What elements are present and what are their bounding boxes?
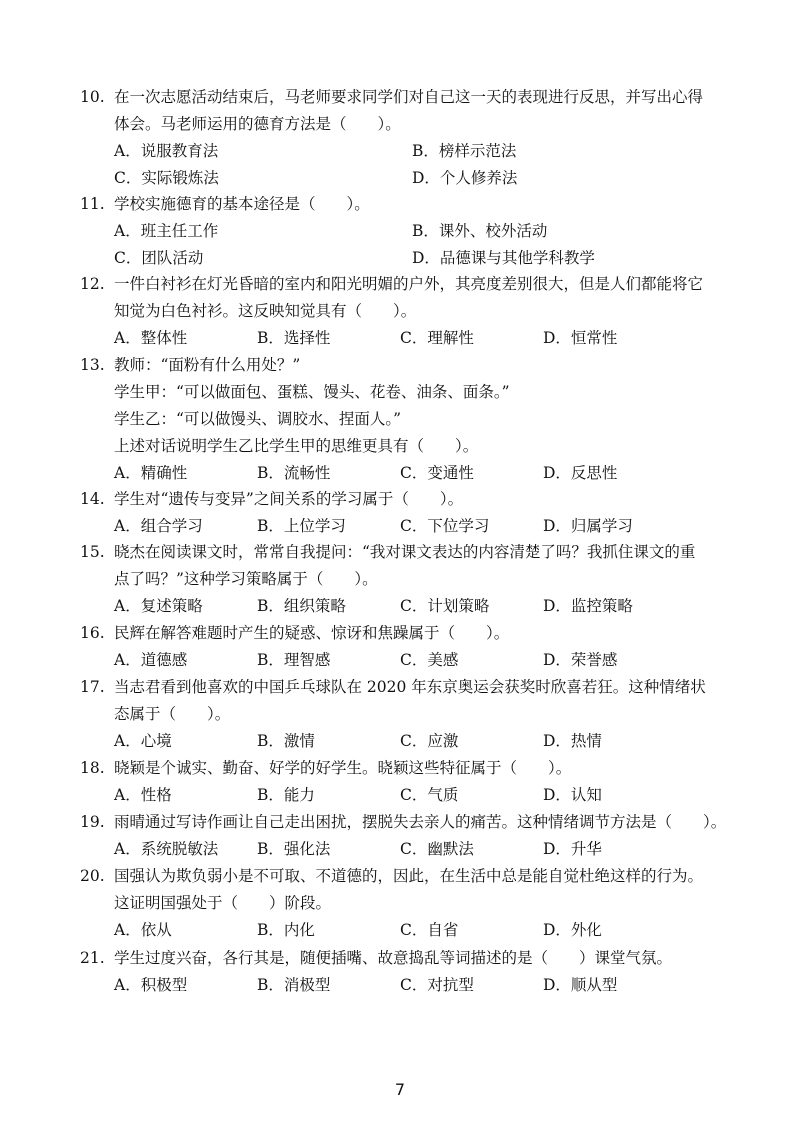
option-a[interactable]: A．复述策略 [114, 597, 203, 615]
question-stem: 12. 一件白衬衫在灯光昏暗的室内和阳光明媚的户外，其亮度差别很大，但是人们都能将它 [80, 271, 730, 298]
question-number: 19. [80, 813, 105, 831]
option-d[interactable]: D．荣誉感 [543, 651, 618, 669]
question-stem: 19. 雨晴通过写诗作画让自己走出困扰，摆脱失去亲人的痛苦。这种情绪调节方法是（ ）。 [80, 809, 730, 836]
option-a[interactable]: A．组合学习 [114, 517, 203, 535]
option-d[interactable]: D．恒常性 [543, 329, 618, 347]
option-row [80, 728, 730, 755]
option-row [80, 593, 730, 620]
option-row [80, 513, 730, 540]
question-number: 21. [80, 949, 105, 967]
option-a[interactable]: A．系统脱敏法 [114, 840, 219, 858]
option-b[interactable]: B．榜样示范法 [412, 142, 517, 160]
question-10 [80, 84, 730, 192]
option-d[interactable]: D．个人修养法 [412, 169, 518, 187]
option-c[interactable]: C．对抗型 [400, 976, 474, 994]
option-row [80, 165, 730, 192]
option-c[interactable]: C．实际锻炼法 [114, 169, 219, 187]
question-21 [80, 945, 730, 999]
question-stem: 16. 民辉在解答难题时产生的疑惑、惊讶和焦躁属于（ ）。 [80, 620, 730, 647]
question-stem: 11. 学校实施德育的基本途径是（ ）。 [80, 191, 730, 218]
question-number: 16. [80, 624, 105, 642]
option-b[interactable]: B．上位学习 [257, 517, 346, 535]
question-number: 18. [80, 759, 105, 777]
option-row [80, 245, 730, 272]
question-14 [80, 486, 730, 540]
question-stem-continued: 知觉为白色衬衫。这反映知觉具有（ ）。 [114, 302, 417, 320]
option-c[interactable]: C．理解性 [400, 329, 474, 347]
question-stem-continued: 这证明国强处于（ ）阶段。 [114, 894, 332, 912]
option-b[interactable]: B．选择性 [257, 329, 331, 347]
option-b[interactable]: B．理智感 [257, 651, 331, 669]
question-11 [80, 191, 730, 272]
question-stem-continued: 学生乙：“可以做馒头、调胶水、捏面人。” [114, 410, 402, 428]
question-16 [80, 620, 730, 674]
option-row [80, 972, 730, 999]
option-b[interactable]: B．内化 [257, 921, 315, 939]
option-d[interactable]: D．升华 [543, 840, 602, 858]
option-a[interactable]: A．性格 [114, 786, 172, 804]
option-b[interactable]: B．组织策略 [257, 597, 346, 615]
option-b[interactable]: B．激情 [257, 732, 315, 750]
question-number: 12. [80, 275, 105, 293]
option-b[interactable]: B．流畅性 [257, 464, 331, 482]
question-17 [80, 674, 730, 755]
question-stem: 18. 晓颖是个诚实、勤奋、好学的好学生。晓颖这些特征属于（ ）。 [80, 755, 730, 782]
question-number: 13. [80, 356, 105, 374]
option-b[interactable]: B．课外、校外活动 [412, 222, 548, 240]
question-13 [80, 352, 730, 487]
option-c[interactable]: C．气质 [400, 786, 459, 804]
option-row [80, 647, 730, 674]
option-a[interactable]: A．道德感 [114, 651, 188, 669]
question-stem: 20. 国强认为欺负弱小是不可取、不道德的，因此，在生活中总是能自觉杜绝这样的行为。 [80, 863, 730, 890]
question-number: 17. [80, 678, 105, 696]
question-stem: 21. 学生过度兴奋，各行其是，随便插嘴、故意捣乱等词描述的是（ ）课堂气氛。 [80, 945, 730, 972]
option-c[interactable]: C．幽默法 [400, 840, 474, 858]
option-c[interactable]: C．变通性 [400, 464, 474, 482]
option-b[interactable]: B．强化法 [257, 840, 331, 858]
question-12 [80, 271, 730, 352]
option-d[interactable]: D．品德课与其他学科教学 [412, 249, 595, 267]
question-number: 11. [80, 195, 105, 213]
option-c[interactable]: C．应激 [400, 732, 459, 750]
option-row [80, 460, 730, 487]
option-a[interactable]: A．依从 [114, 921, 172, 939]
option-row [80, 325, 730, 352]
question-15 [80, 539, 730, 620]
question-stem-continued: 上述对话说明学生乙比学生甲的思维更具有（ ）。 [114, 437, 479, 455]
question-stem: 13. 教师：“面粉有什么用处？” [80, 352, 730, 379]
question-stem-continued: 体会。马老师运用的德育方法是（ ）。 [114, 115, 401, 133]
question-stem-continued: 态属于（ ）。 [114, 705, 231, 723]
option-c[interactable]: C．团队活动 [114, 249, 204, 267]
option-a[interactable]: A．整体性 [114, 329, 188, 347]
question-stem: 10. 在一次志愿活动结束后，马老师要求同学们对自己这一天的表现进行反思，并写出心得 [80, 84, 730, 111]
option-c[interactable]: C．下位学习 [400, 517, 490, 535]
option-row [80, 917, 730, 944]
option-a[interactable]: A．心境 [114, 732, 172, 750]
option-d[interactable]: D．归属学习 [543, 517, 633, 535]
option-a[interactable]: A．精确性 [114, 464, 188, 482]
question-20 [80, 863, 730, 944]
question-stem: 15. 晓杰在阅读课文时，常常自我提问：“我对课文表达的内容清楚了吗？我抓住课文的重 [80, 539, 730, 566]
question-number: 15. [80, 543, 105, 561]
option-d[interactable]: D．顺从型 [543, 976, 618, 994]
question-number: 10. [80, 88, 105, 106]
option-row [80, 218, 730, 245]
option-row [80, 836, 730, 863]
option-d[interactable]: D．反思性 [543, 464, 618, 482]
option-c[interactable]: C．自省 [400, 921, 459, 939]
option-b[interactable]: B．能力 [257, 786, 315, 804]
option-d[interactable]: D．外化 [543, 921, 602, 939]
option-c[interactable]: C．计划策略 [400, 597, 490, 615]
question-stem-continued: 点了吗？”这种学习策略属于（ ）。 [114, 570, 378, 588]
option-a[interactable]: A．班主任工作 [114, 222, 219, 240]
option-a[interactable]: A．积极型 [114, 976, 188, 994]
question-number: 14. [80, 490, 105, 508]
option-d[interactable]: D．热情 [543, 732, 602, 750]
question-19 [80, 809, 730, 863]
option-row [80, 782, 730, 809]
question-stem: 14. 学生对“遗传与变异”之间关系的学习属于（ ）。 [80, 486, 730, 513]
option-d[interactable]: D．监控策略 [543, 597, 633, 615]
option-b[interactable]: B．消极型 [257, 976, 331, 994]
option-row [80, 138, 730, 165]
question-number: 20. [80, 867, 105, 885]
option-c[interactable]: C．美感 [400, 651, 459, 669]
question-stem: 17. 当志君看到他喜欢的中国乒乓球队在 2020 年东京奥运会获奖时欣喜若狂。这种情绪状 [80, 674, 730, 701]
question-stem-continued: 学生甲：“可以做面包、蛋糕、馒头、花卷、油条、面条。” [114, 383, 510, 401]
page-number: 7 [394, 1080, 406, 1099]
option-a[interactable]: A．说服教育法 [114, 142, 219, 160]
option-d[interactable]: D．认知 [543, 786, 602, 804]
question-18 [80, 755, 730, 809]
